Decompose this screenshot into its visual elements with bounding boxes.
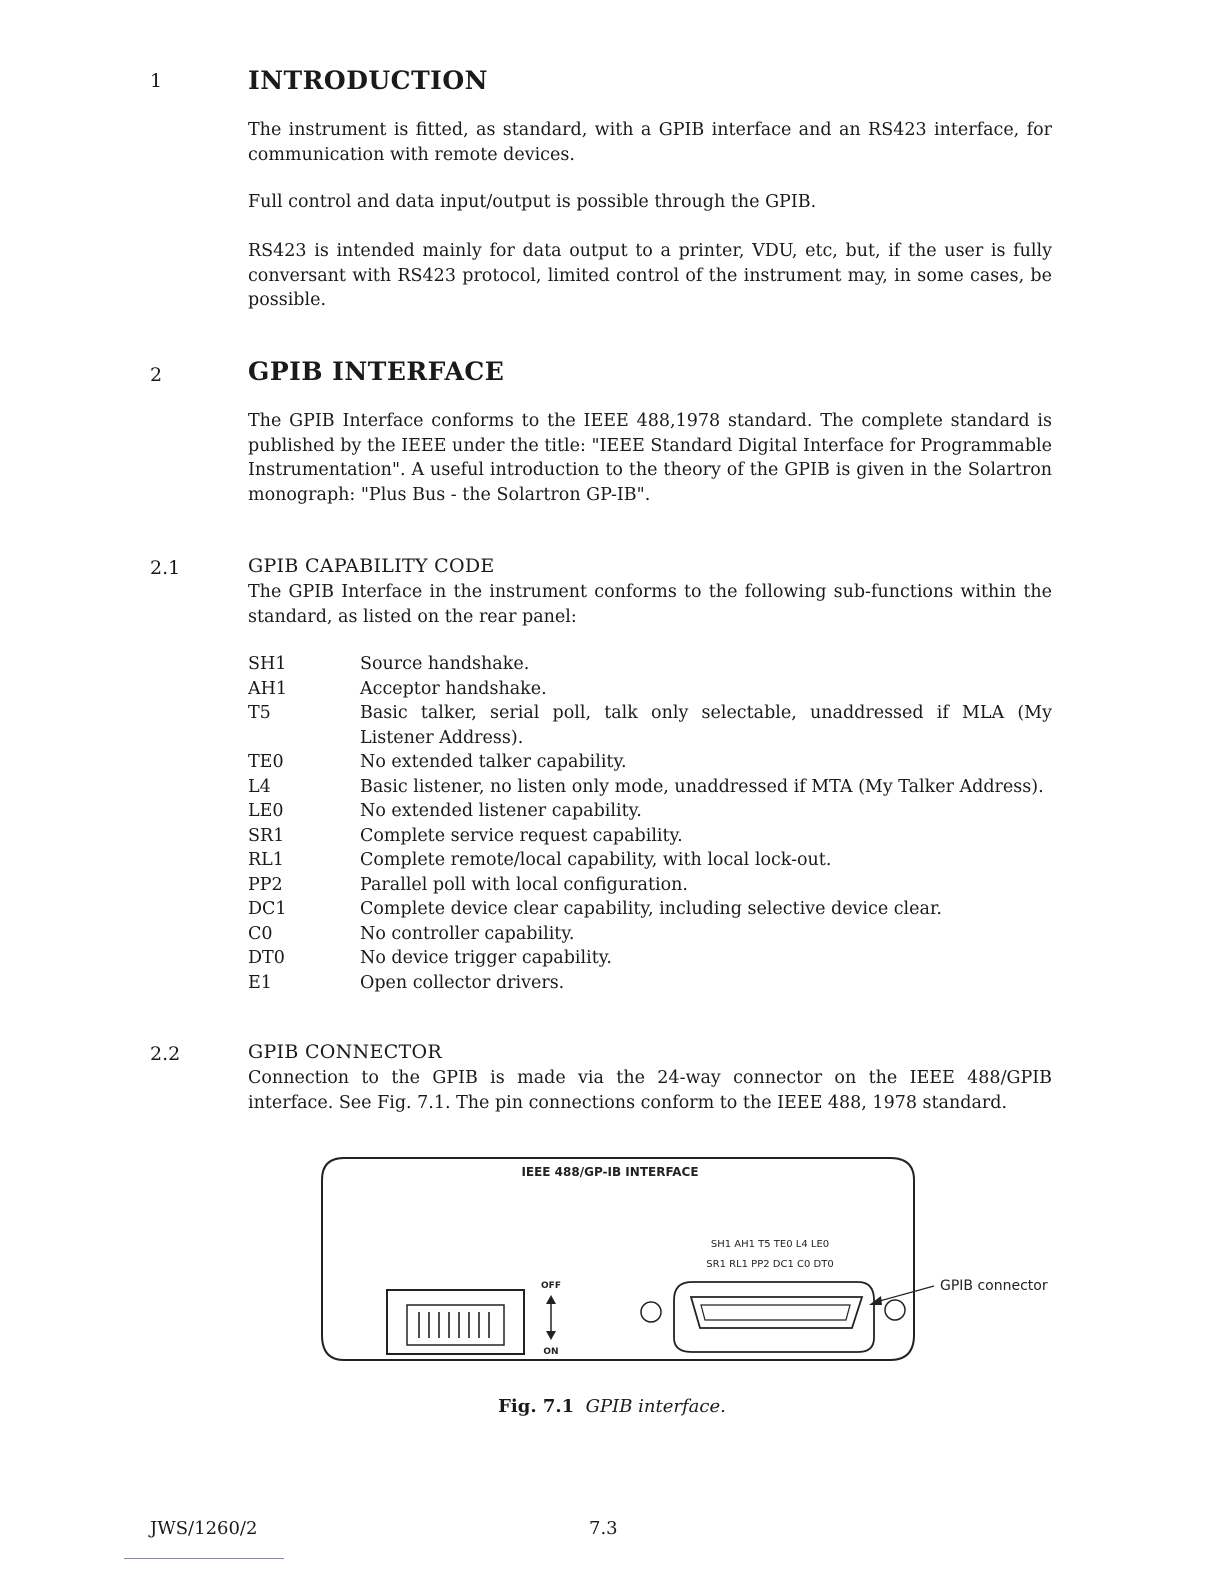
list-item xyxy=(248,677,1052,702)
list-item xyxy=(248,946,1052,971)
code: DT0 xyxy=(248,948,285,968)
mounting-hole-icon xyxy=(641,1302,661,1322)
figure-caption-text: GPIB interface. xyxy=(585,1396,726,1417)
section-title: INTRODUCTION xyxy=(248,66,489,95)
description: No extended talker capability. xyxy=(360,752,627,772)
gpib-interface-figure xyxy=(310,1150,1070,1370)
section-number: 2 xyxy=(150,364,163,386)
code: C0 xyxy=(248,923,273,944)
document-reference: JWS/1260/2 xyxy=(150,1518,258,1539)
code: SH1 xyxy=(248,654,287,674)
description: Complete device clear capability, including selective device clear. xyxy=(360,899,942,919)
code: TE0 xyxy=(248,752,284,772)
paragraph: RS423 is intended mainly for data output to a printer, VDU, etc, but, if the user is fully conversant with RS423 protocol, limited control of the instrument may, in some cases, be possible. xyxy=(248,241,1052,310)
description: Basic listener, no listen only mode, unaddressed if MTA (My Talker Address). xyxy=(360,776,1044,797)
description: Complete remote/local capability, with local lock-out. xyxy=(360,850,832,870)
list-item xyxy=(248,922,1052,947)
list-item xyxy=(248,652,1052,677)
paragraph: The GPIB Interface in the instrument conforms to the following sub-functions within the standard, as listed on the rear panel: xyxy=(248,582,1052,627)
description: Basic talker, serial poll, talk only selectable, unaddressed if MLA (My Listener Address). xyxy=(360,703,1052,748)
rear-panel-codes-line-1: SH1 AH1 T5 TE0 L4 LE0 xyxy=(710,1239,830,1250)
list-item xyxy=(248,873,1052,898)
code: SR1 xyxy=(248,825,285,846)
page-number: 7.3 xyxy=(589,1518,618,1539)
description: Source handshake. xyxy=(360,654,530,674)
subsection-number: 2.1 xyxy=(150,557,181,579)
list-item xyxy=(248,971,1052,996)
list-item xyxy=(248,750,1052,775)
connector-callout: GPIB connector xyxy=(940,1278,1048,1294)
mounting-hole-icon xyxy=(885,1300,905,1320)
paragraph: The GPIB Interface conforms to the IEEE 488,1978 standard. The complete standard is published by the IEEE under the title: "IEEE Standard Digital Interface for Programmable Instrumentation". A useful introduction to the theory of the GPIB is given in the Solartron monograph: "Plus Bus - the Solartron GP-IB". xyxy=(248,411,1052,505)
description: Open collector drivers. xyxy=(360,972,565,993)
code: DC1 xyxy=(248,899,287,919)
figure-caption xyxy=(0,1396,1224,1417)
description: No device trigger capability. xyxy=(360,948,612,968)
code: LE0 xyxy=(248,801,284,821)
code: AH1 xyxy=(248,678,288,699)
capability-code-list xyxy=(248,652,1052,995)
switch-off-label: OFF xyxy=(541,1281,561,1291)
paragraph: Connection to the GPIB is made via the 24-way connector on the IEEE 488/GPIB interface. See Fig. 7.1. The pin connections conform to the IEEE 488, 1978 standard. xyxy=(248,1068,1052,1113)
divider xyxy=(124,1558,284,1559)
subsection-title: GPIB CAPABILITY CODE xyxy=(248,555,495,577)
list-item xyxy=(248,824,1052,849)
code: T5 xyxy=(248,703,271,723)
description: Acceptor handshake. xyxy=(360,678,547,699)
code: E1 xyxy=(248,972,272,993)
panel-title: IEEE 488/GP-IB INTERFACE xyxy=(521,1165,699,1179)
list-item xyxy=(248,848,1052,873)
code: PP2 xyxy=(248,874,283,895)
list-item xyxy=(248,775,1052,800)
paragraph: Full control and data input/output is possible through the GPIB. xyxy=(248,192,817,212)
code: RL1 xyxy=(248,850,284,870)
section-title: GPIB INTERFACE xyxy=(248,357,505,386)
dip-switch-icon xyxy=(387,1290,524,1354)
pointer-arrow-icon xyxy=(869,1296,882,1305)
list-item xyxy=(248,799,1052,824)
description: Parallel poll with local configuration. xyxy=(360,874,688,895)
subsection-number: 2.2 xyxy=(150,1043,181,1065)
section-number: 1 xyxy=(150,70,163,92)
switch-on-label: ON xyxy=(543,1347,559,1357)
list-item xyxy=(248,701,1052,750)
figure-number: Fig. 7.1 xyxy=(498,1396,575,1417)
rear-panel-codes-line-2: SR1 RL1 PP2 DC1 C0 DT0 xyxy=(706,1259,834,1270)
double-arrow-icon xyxy=(546,1295,556,1340)
paragraph: The instrument is fitted, as standard, with a GPIB interface and an RS423 interface, for communication with remote devices. xyxy=(248,120,1052,165)
description: Complete service request capability. xyxy=(360,825,683,846)
description: No extended listener capability. xyxy=(360,801,642,821)
subsection-title: GPIB CONNECTOR xyxy=(248,1041,442,1063)
list-item xyxy=(248,897,1052,922)
description: No controller capability. xyxy=(360,923,575,944)
code: L4 xyxy=(248,776,271,797)
